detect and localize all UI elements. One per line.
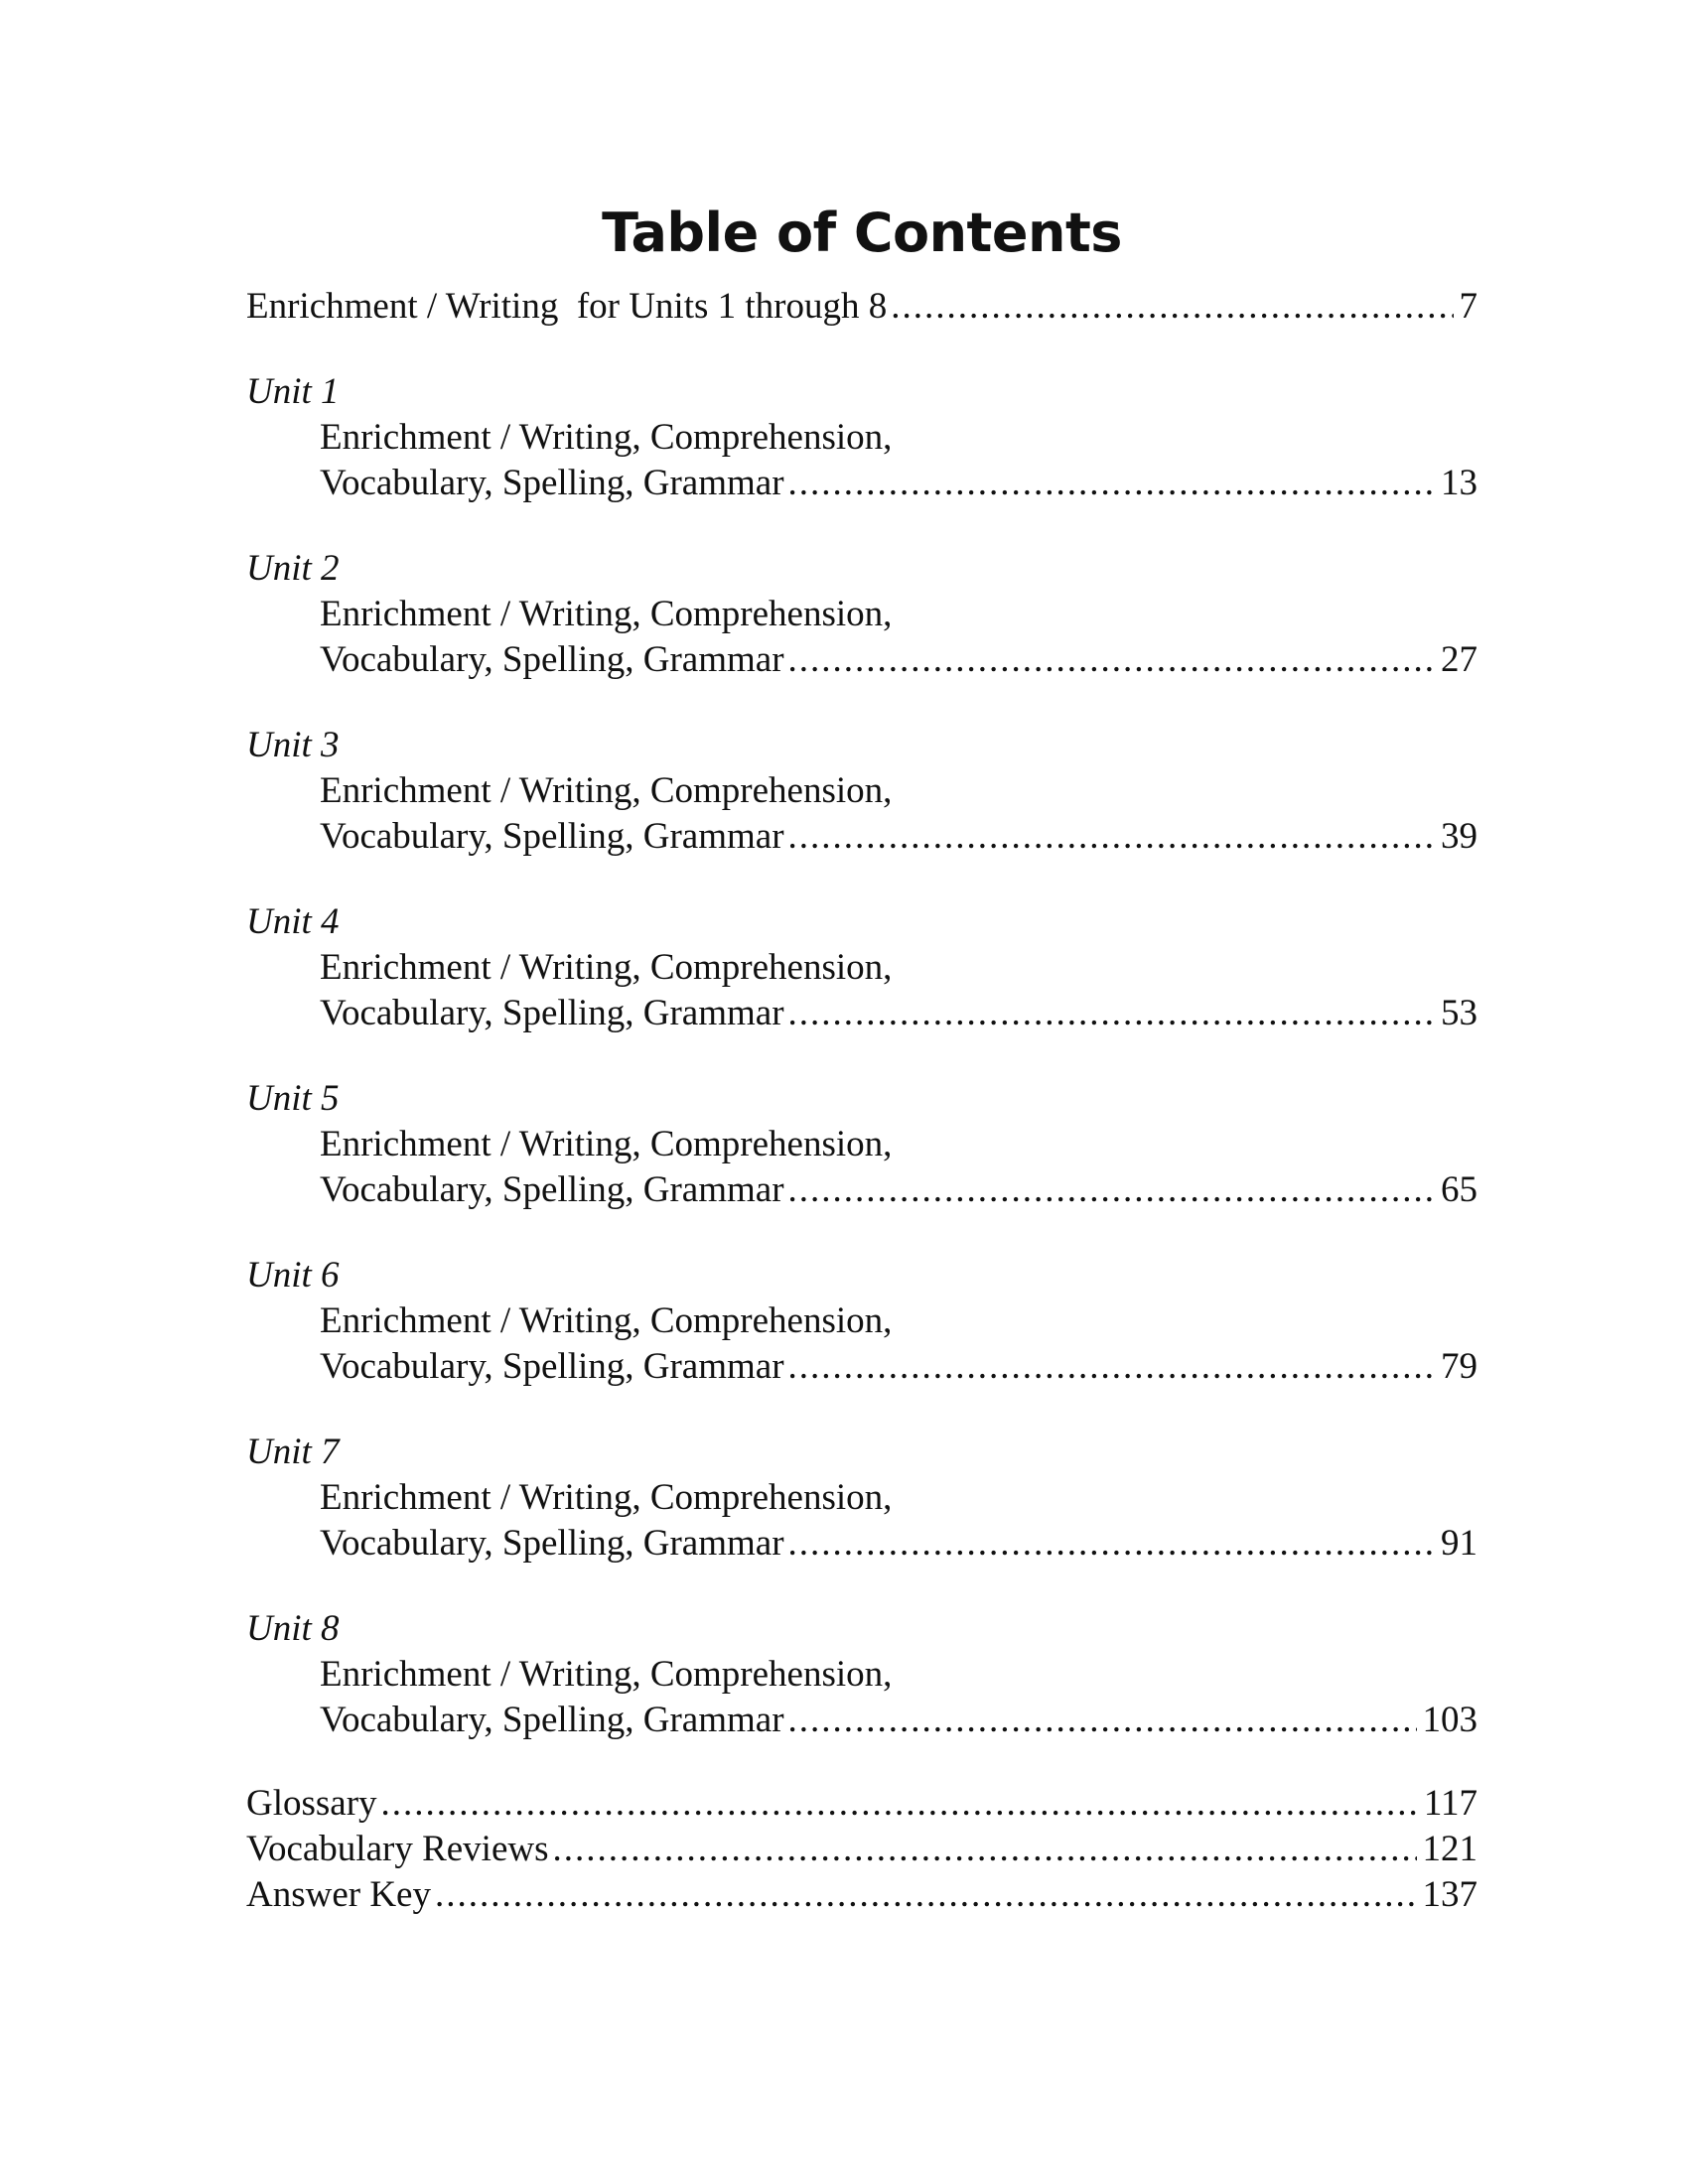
toc-entry bbox=[246, 461, 1477, 506]
toc-entry-label: Vocabulary, Spelling, Grammar bbox=[320, 463, 784, 503]
unit-description-line: Enrichment / Writing, Comprehension, bbox=[320, 947, 893, 988]
unit-heading: Unit 4 bbox=[246, 901, 340, 942]
toc-back-matter bbox=[246, 1781, 1477, 1918]
toc-entry bbox=[246, 1167, 1477, 1213]
toc-entry-vocabulary-reviews[interactable] bbox=[246, 1827, 1477, 1872]
toc-entry-label: Glossary bbox=[246, 1783, 377, 1824]
unit-description-line: Enrichment / Writing, Comprehension, bbox=[320, 1477, 893, 1518]
toc-entry bbox=[246, 637, 1477, 683]
toc-unit-2[interactable] bbox=[246, 546, 1477, 683]
toc-entry-label: Vocabulary, Spelling, Grammar bbox=[320, 816, 784, 857]
toc-unit-1[interactable] bbox=[246, 369, 1477, 506]
toc-page-number: 103 bbox=[1422, 1700, 1477, 1740]
dot-leader bbox=[788, 461, 1435, 506]
toc-page bbox=[246, 199, 1477, 1918]
toc-page-number: 65 bbox=[1441, 1169, 1477, 1210]
unit-description-line: Enrichment / Writing, Comprehension, bbox=[320, 594, 893, 634]
toc-entry-label: Vocabulary, Spelling, Grammar bbox=[320, 993, 784, 1033]
toc-entry bbox=[246, 1344, 1477, 1390]
page-title: Table of Contents bbox=[602, 202, 1122, 264]
unit-description-line: Enrichment / Writing, Comprehension, bbox=[320, 1300, 893, 1341]
unit-description-line: Enrichment / Writing, Comprehension, bbox=[320, 770, 893, 811]
dot-leader bbox=[435, 1872, 1417, 1918]
toc-page-number: 7 bbox=[1459, 286, 1477, 327]
unit-description-line: Enrichment / Writing, Comprehension, bbox=[320, 1124, 893, 1164]
unit-heading: Unit 3 bbox=[246, 725, 340, 765]
toc-entry-answer-key[interactable] bbox=[246, 1872, 1477, 1918]
toc-page-number: 39 bbox=[1441, 816, 1477, 857]
unit-description-line: Enrichment / Writing, Comprehension, bbox=[320, 1654, 893, 1695]
unit-heading: Unit 2 bbox=[246, 548, 340, 589]
dot-leader bbox=[788, 1698, 1417, 1743]
dot-leader bbox=[553, 1827, 1417, 1872]
toc-entry-units-enrichment[interactable] bbox=[246, 284, 1477, 330]
toc-entry bbox=[246, 1698, 1477, 1743]
toc-entry-glossary[interactable] bbox=[246, 1781, 1477, 1827]
dot-leader bbox=[788, 1521, 1435, 1567]
toc-entry-label: Vocabulary Reviews bbox=[246, 1829, 549, 1869]
dot-leader bbox=[788, 991, 1435, 1036]
toc-entry-label: Enrichment / Writing for Units 1 through 8 bbox=[246, 286, 888, 327]
dot-leader bbox=[381, 1781, 1418, 1827]
toc-entry-label: Vocabulary, Spelling, Grammar bbox=[320, 639, 784, 680]
toc-entry bbox=[246, 814, 1477, 860]
toc-page-number: 79 bbox=[1441, 1346, 1477, 1387]
toc-page-number: 27 bbox=[1441, 639, 1477, 680]
toc-unit-8[interactable] bbox=[246, 1606, 1477, 1743]
unit-heading: Unit 1 bbox=[246, 371, 340, 412]
toc-page-number: 13 bbox=[1441, 463, 1477, 503]
toc-entry-label: Answer Key bbox=[246, 1874, 431, 1915]
dot-leader bbox=[788, 1344, 1435, 1390]
toc-entry-label: Vocabulary, Spelling, Grammar bbox=[320, 1523, 784, 1564]
dot-leader bbox=[788, 637, 1435, 683]
toc-page-number: 53 bbox=[1441, 993, 1477, 1033]
toc-page-number: 117 bbox=[1423, 1783, 1477, 1824]
dot-leader bbox=[891, 284, 1453, 330]
toc-entry bbox=[246, 1521, 1477, 1567]
toc-entry-label: Vocabulary, Spelling, Grammar bbox=[320, 1169, 784, 1210]
toc-page-number: 137 bbox=[1422, 1874, 1477, 1915]
toc-unit-7[interactable] bbox=[246, 1430, 1477, 1567]
toc-unit-5[interactable] bbox=[246, 1076, 1477, 1213]
toc-unit-6[interactable] bbox=[246, 1253, 1477, 1390]
toc-entry-label: Vocabulary, Spelling, Grammar bbox=[320, 1346, 784, 1387]
unit-heading: Unit 5 bbox=[246, 1078, 340, 1119]
unit-heading: Unit 7 bbox=[246, 1432, 340, 1472]
toc-entry-label: Vocabulary, Spelling, Grammar bbox=[320, 1700, 784, 1740]
unit-heading: Unit 8 bbox=[246, 1608, 340, 1649]
toc-page-number: 91 bbox=[1441, 1523, 1477, 1564]
dot-leader bbox=[788, 814, 1435, 860]
toc-page-number: 121 bbox=[1422, 1829, 1477, 1869]
unit-heading: Unit 6 bbox=[246, 1255, 340, 1296]
unit-description-line: Enrichment / Writing, Comprehension, bbox=[320, 417, 893, 458]
toc-unit-3[interactable] bbox=[246, 723, 1477, 860]
toc-entry bbox=[246, 991, 1477, 1036]
dot-leader bbox=[788, 1167, 1435, 1213]
toc-unit-4[interactable] bbox=[246, 899, 1477, 1036]
